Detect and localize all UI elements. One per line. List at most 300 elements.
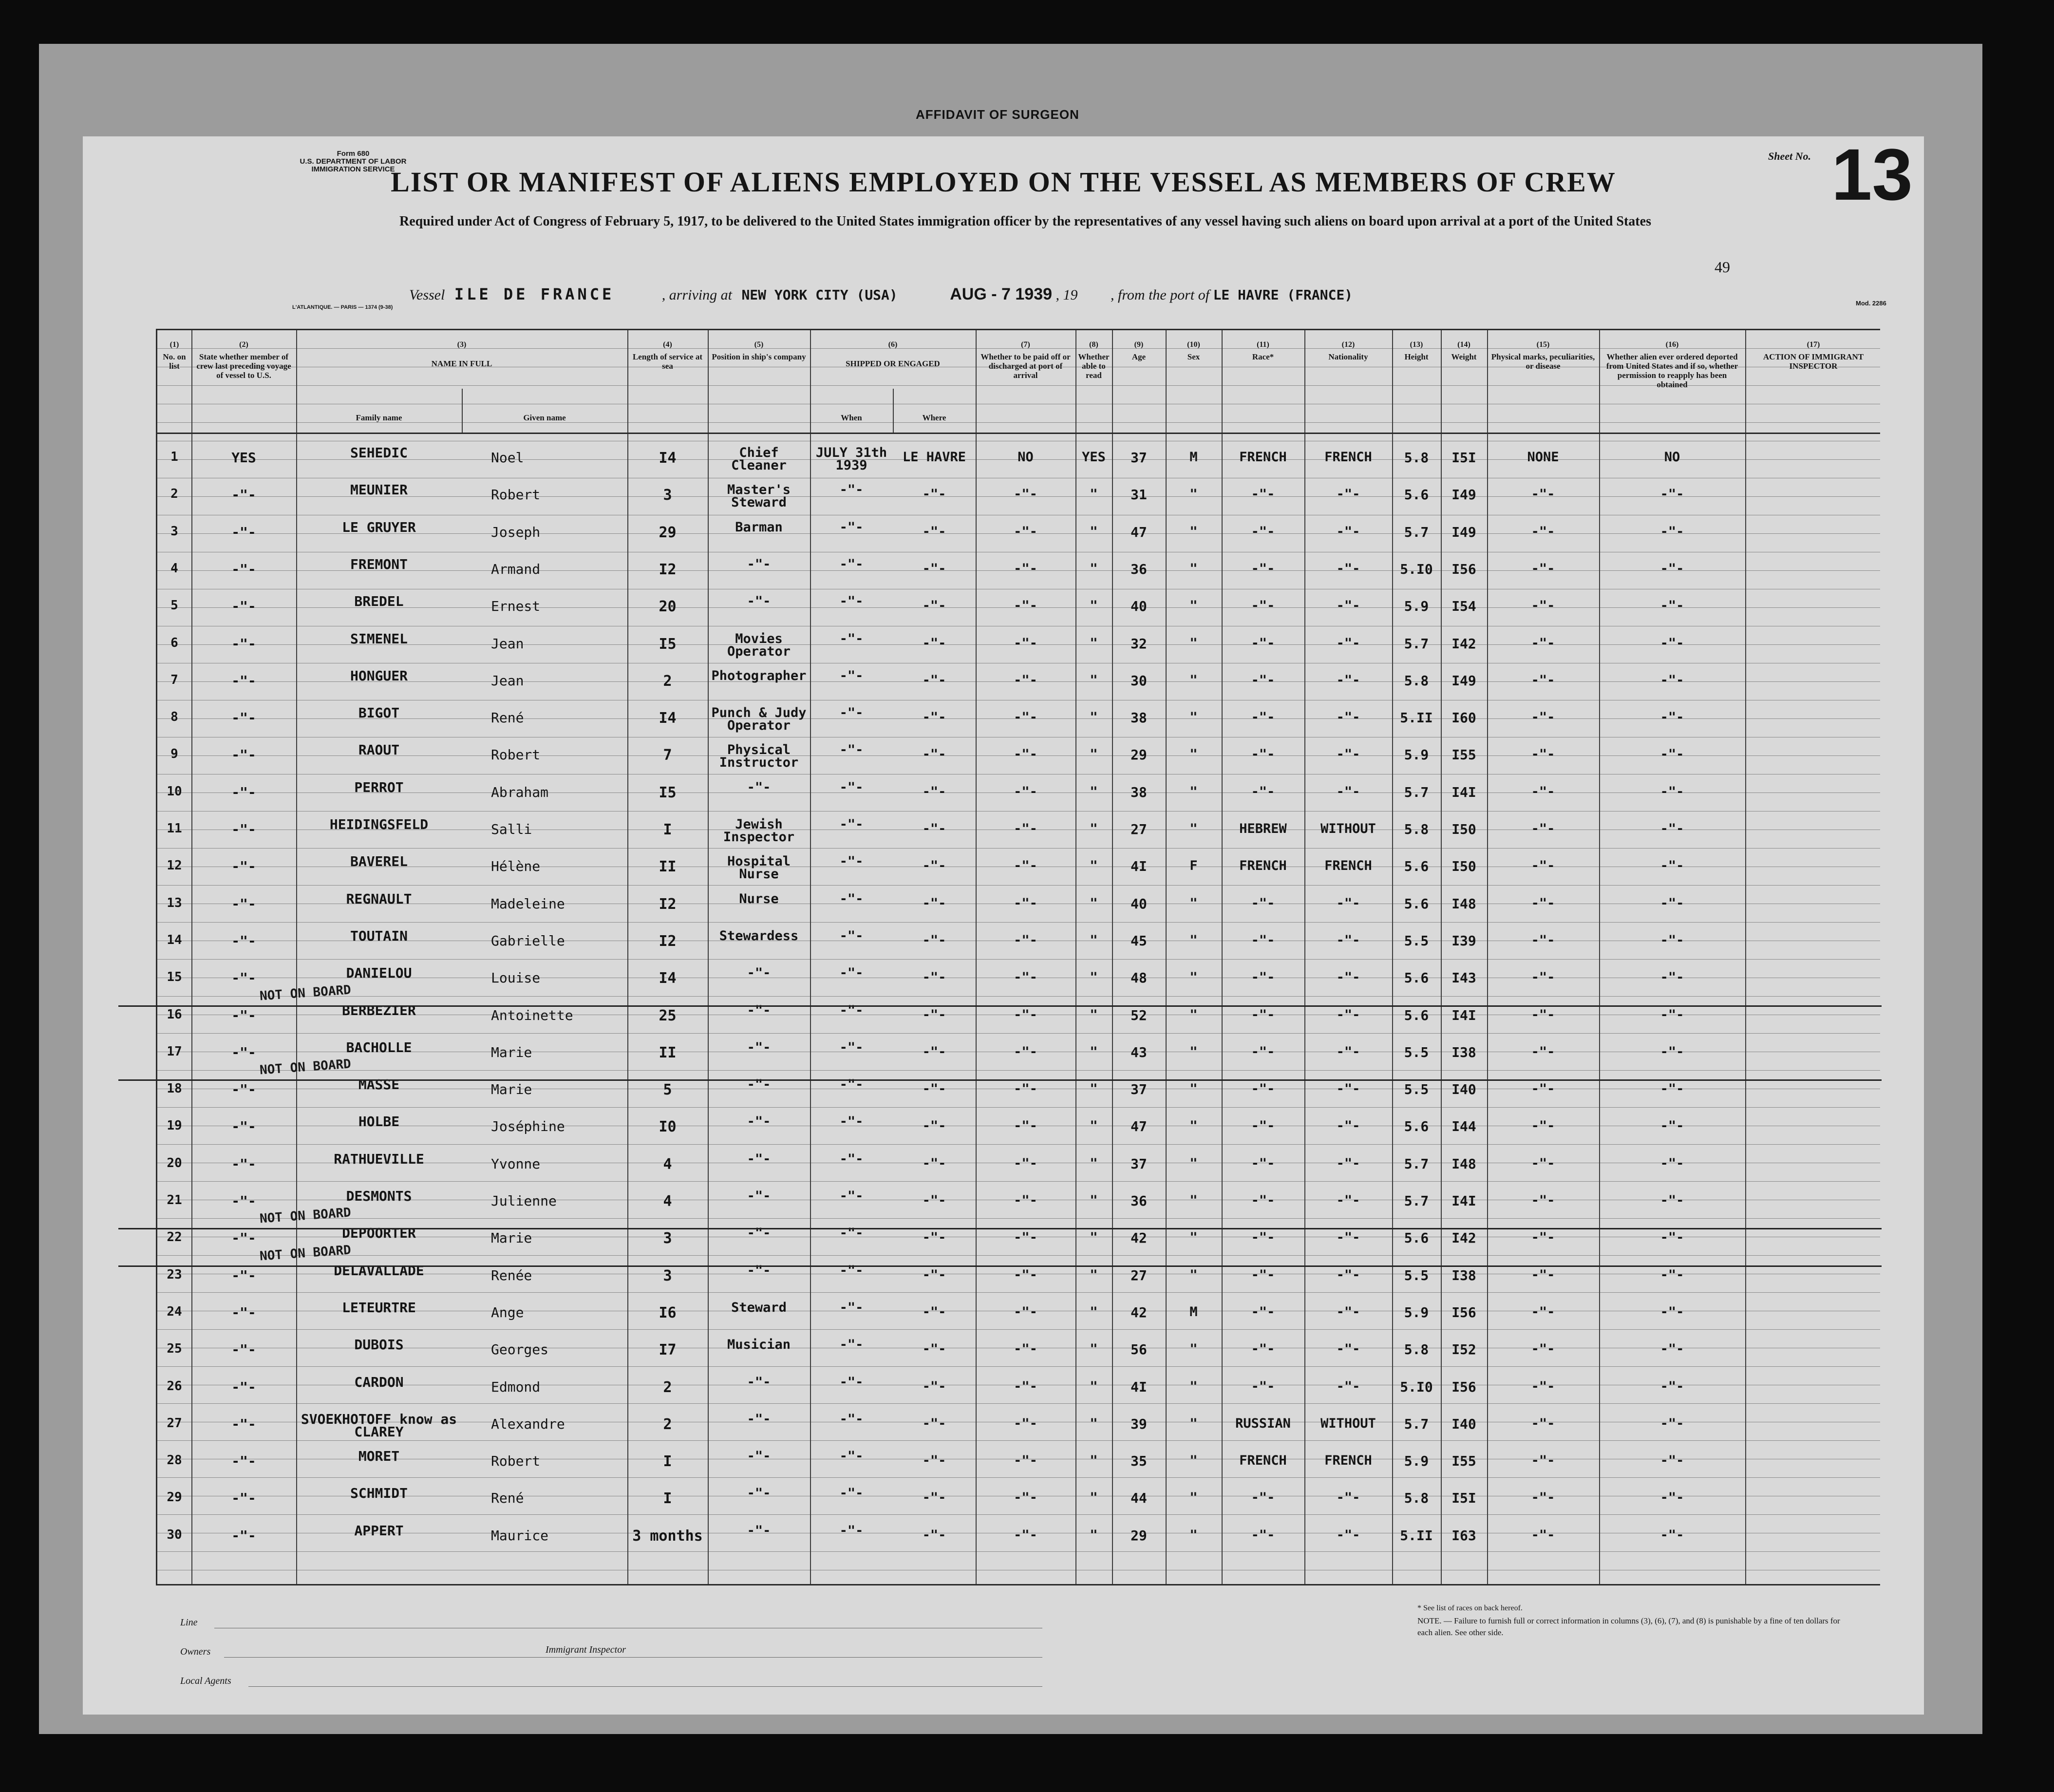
cell-sex: " bbox=[1189, 970, 1198, 985]
footer bbox=[156, 1598, 1880, 1695]
cell-no: 13 bbox=[167, 895, 182, 910]
cell-nat: -"- bbox=[1336, 635, 1360, 651]
cell-age: 37 bbox=[1131, 450, 1147, 466]
cell-age: 42 bbox=[1131, 1304, 1147, 1320]
cell-no: 24 bbox=[167, 1304, 182, 1319]
cell-given: Robert bbox=[491, 487, 541, 503]
cell-age: 40 bbox=[1131, 895, 1147, 912]
cell-where: LE HAVRE bbox=[902, 450, 966, 465]
cell-given: Gabrielle bbox=[491, 932, 565, 949]
cell-marks: -"- bbox=[1531, 1118, 1555, 1134]
cell-no: 2 bbox=[170, 487, 178, 502]
cell-family: DUBOIS bbox=[354, 1337, 404, 1353]
cell-service: I4 bbox=[659, 710, 677, 727]
cell-position: -"- bbox=[747, 1039, 771, 1055]
cell-weight: I56 bbox=[1451, 1304, 1476, 1320]
cell-when: -"- bbox=[839, 1449, 864, 1464]
table-row bbox=[157, 1002, 1882, 1044]
cell-deported: -"- bbox=[1660, 1490, 1684, 1506]
cell-position: -"- bbox=[747, 1263, 771, 1278]
cell-deported: -"- bbox=[1660, 1378, 1684, 1394]
cell-read: " bbox=[1090, 1007, 1098, 1022]
cell-deported: -"- bbox=[1660, 784, 1684, 799]
cell-prev: -"- bbox=[231, 747, 256, 763]
cell-deported: NO bbox=[1664, 450, 1680, 465]
cell-position: -"- bbox=[747, 594, 771, 609]
cell-when: -"- bbox=[839, 482, 864, 498]
cell-position: Steward bbox=[731, 1300, 787, 1315]
cell-position: -"- bbox=[747, 1226, 771, 1241]
cell-height: 5.9 bbox=[1404, 747, 1429, 763]
table-row bbox=[157, 965, 1882, 1007]
cell-given: Georges bbox=[491, 1341, 549, 1358]
cell-paid: -"- bbox=[1014, 1193, 1037, 1208]
cell-prev: -"- bbox=[231, 487, 256, 503]
cell-age: 38 bbox=[1131, 710, 1147, 726]
cell-weight: I49 bbox=[1451, 524, 1476, 540]
table-row bbox=[157, 1299, 1882, 1341]
cell-race: HEBREW bbox=[1239, 821, 1287, 836]
cell-position: Movies Operator bbox=[727, 631, 791, 659]
table-row bbox=[157, 667, 1882, 710]
cell-prev: -"- bbox=[231, 1267, 256, 1283]
cell-family: HEIDINGSFELD bbox=[329, 816, 429, 832]
cell-marks: -"- bbox=[1531, 1378, 1555, 1394]
cell-deported: -"- bbox=[1660, 970, 1684, 985]
cell-position: -"- bbox=[747, 1411, 771, 1427]
cell-family: DESMONTS bbox=[346, 1188, 412, 1204]
cell-sex: " bbox=[1189, 561, 1198, 576]
cell-family: BACHOLLE bbox=[346, 1039, 412, 1056]
from-port: LE HAVRE (FRANCE) bbox=[1213, 287, 1353, 303]
cell-where: -"- bbox=[922, 747, 946, 762]
cell-service: I bbox=[663, 821, 672, 838]
cell-given: Yvonne bbox=[491, 1155, 541, 1172]
cell-read: " bbox=[1090, 1378, 1098, 1394]
cell-height: 5.5 bbox=[1404, 1267, 1429, 1283]
cell-read: " bbox=[1090, 710, 1098, 725]
cell-age: 42 bbox=[1131, 1230, 1147, 1246]
cell-age: 45 bbox=[1131, 932, 1147, 949]
cell-nat: -"- bbox=[1336, 561, 1360, 576]
cell-paid: -"- bbox=[1014, 1304, 1037, 1320]
cell-position: -"- bbox=[747, 1077, 771, 1093]
cell-prev: -"- bbox=[231, 932, 256, 949]
requirement-text: Required under Act of Congress of February 5, 1917, to be delivered to the United States immigration officer by the representatives of any vessel having such aliens on board upon arrival at a port of the United States bbox=[399, 214, 1651, 229]
table-row bbox=[157, 1411, 1882, 1453]
cell-deported: -"- bbox=[1660, 598, 1684, 614]
cell-nat: -"- bbox=[1336, 524, 1360, 539]
cell-read: " bbox=[1090, 487, 1098, 502]
cell-nat: FRENCH bbox=[1324, 450, 1372, 465]
vessel-name: ILE DE FRANCE bbox=[454, 285, 615, 303]
header-label: ACTION OF IMMIGRANT INSPECTOR bbox=[1763, 352, 1864, 371]
cell-nat: -"- bbox=[1336, 598, 1360, 614]
cell-given: Edmond bbox=[491, 1378, 541, 1395]
cell-age: 38 bbox=[1131, 784, 1147, 800]
header-num: (10) bbox=[1187, 340, 1200, 349]
table-row bbox=[157, 705, 1882, 747]
cell-sex: " bbox=[1189, 635, 1198, 651]
cell-position: -"- bbox=[747, 965, 771, 981]
cell-race: -"- bbox=[1251, 710, 1275, 725]
not-on-board-stamp: NOT ON BOARD bbox=[259, 982, 352, 1004]
cell-given: Louise bbox=[491, 970, 541, 986]
header-c11 bbox=[1224, 340, 1302, 361]
cell-service: I0 bbox=[659, 1118, 677, 1136]
cell-given: René bbox=[491, 1490, 524, 1507]
header-c9 bbox=[1114, 340, 1164, 361]
cell-service: 2 bbox=[663, 1415, 672, 1433]
table-row bbox=[157, 1039, 1882, 1081]
cell-nat: -"- bbox=[1336, 1081, 1360, 1097]
cell-marks: -"- bbox=[1531, 821, 1555, 836]
cell-service: I2 bbox=[659, 895, 677, 913]
cell-age: 27 bbox=[1131, 821, 1147, 837]
subheader: Given name bbox=[523, 413, 566, 422]
cell-when: -"- bbox=[839, 779, 864, 795]
vessel-label: Vessel bbox=[409, 287, 445, 303]
cell-where: -"- bbox=[922, 1081, 946, 1097]
cell-read: " bbox=[1090, 1081, 1098, 1097]
cell-sex: " bbox=[1189, 1453, 1198, 1469]
cell-family: BREDEL bbox=[354, 593, 404, 610]
cell-where: -"- bbox=[922, 1304, 946, 1320]
cell-marks: -"- bbox=[1531, 598, 1555, 614]
cell-paid: -"- bbox=[1014, 635, 1037, 651]
cell-no: 5 bbox=[170, 598, 178, 613]
cell-sex: " bbox=[1189, 1378, 1198, 1394]
cell-read: " bbox=[1090, 895, 1098, 911]
not-on-board-stamp: NOT ON BOARD bbox=[259, 1205, 352, 1226]
cell-weight: I4I bbox=[1451, 1193, 1476, 1209]
cell-height: 5.5 bbox=[1404, 1081, 1429, 1098]
cell-age: 39 bbox=[1131, 1415, 1147, 1432]
cell-family: HOLBE bbox=[358, 1113, 400, 1130]
cell-race: -"- bbox=[1251, 895, 1275, 911]
cell-paid: -"- bbox=[1014, 747, 1037, 762]
cell-marks: NONE bbox=[1527, 450, 1559, 465]
cell-age: 40 bbox=[1131, 598, 1147, 615]
cell-age: 47 bbox=[1131, 1118, 1147, 1135]
table-row bbox=[157, 1151, 1882, 1193]
cell-deported: -"- bbox=[1660, 895, 1684, 911]
cell-prev: -"- bbox=[231, 710, 256, 726]
cell-where: -"- bbox=[922, 1044, 946, 1059]
cell-age: 37 bbox=[1131, 1155, 1147, 1172]
cell-when: -"- bbox=[839, 668, 864, 683]
cell-service: II bbox=[659, 858, 677, 876]
cell-when: -"- bbox=[839, 556, 864, 572]
header-label: Sex bbox=[1187, 352, 1200, 361]
cell-height: 5.II bbox=[1400, 710, 1433, 726]
header-num: (9) bbox=[1134, 340, 1144, 349]
cell-prev: -"- bbox=[231, 821, 256, 837]
cell-marks: -"- bbox=[1531, 1044, 1555, 1059]
cell-given: Joséphine bbox=[491, 1118, 565, 1135]
cell-race: -"- bbox=[1251, 1007, 1275, 1022]
cell-family: HONGUER bbox=[350, 667, 408, 684]
strike-line bbox=[118, 1005, 1882, 1007]
cell-height: 5.6 bbox=[1404, 1230, 1429, 1246]
cell-when: -"- bbox=[839, 519, 864, 535]
subheader: When bbox=[841, 413, 862, 422]
cell-weight: I49 bbox=[1451, 672, 1476, 689]
cell-where: -"- bbox=[922, 710, 946, 725]
cell-marks: -"- bbox=[1531, 1155, 1555, 1171]
cell-prev: -"- bbox=[231, 1230, 256, 1246]
cell-when: -"- bbox=[839, 1226, 864, 1241]
cell-given: Marie bbox=[491, 1230, 532, 1246]
cell-no: 7 bbox=[170, 672, 178, 687]
cell-given: Jean bbox=[491, 635, 524, 652]
cell-given: Marie bbox=[491, 1044, 532, 1060]
cell-family: BAVEREL bbox=[350, 853, 408, 870]
table-row bbox=[157, 1522, 1882, 1565]
cell-race: -"- bbox=[1251, 672, 1275, 688]
cell-deported: -"- bbox=[1660, 635, 1684, 651]
cell-age: 44 bbox=[1131, 1490, 1147, 1507]
cell-position: Barman bbox=[735, 519, 783, 535]
cell-no: 15 bbox=[167, 970, 182, 985]
cell-position: Master's Steward bbox=[727, 482, 791, 510]
department: U.S. DEPARTMENT OF LABOR bbox=[300, 157, 407, 166]
cell-nat: -"- bbox=[1336, 1267, 1360, 1283]
subheader: Family name bbox=[356, 413, 402, 422]
cell-no: 14 bbox=[167, 932, 182, 947]
cell-position: -"- bbox=[747, 1151, 771, 1167]
cell-prev: -"- bbox=[231, 784, 256, 800]
header-num: (14) bbox=[1457, 340, 1470, 349]
cell-read: " bbox=[1090, 1527, 1098, 1543]
cell-weight: I40 bbox=[1451, 1415, 1476, 1432]
cell-paid: -"- bbox=[1014, 561, 1037, 576]
table-row bbox=[157, 927, 1882, 970]
cell-when: -"- bbox=[839, 631, 864, 646]
cell-age: 29 bbox=[1131, 1527, 1147, 1544]
cell-weight: I48 bbox=[1451, 895, 1476, 912]
header-c2 bbox=[193, 340, 294, 380]
cell-when: -"- bbox=[839, 1077, 864, 1093]
cell-race: -"- bbox=[1251, 598, 1275, 614]
cell-marks: -"- bbox=[1531, 895, 1555, 911]
cell-position: Chief Cleaner bbox=[731, 445, 787, 473]
cell-nat: -"- bbox=[1336, 784, 1360, 799]
cell-position: Jewish Inspector bbox=[723, 817, 795, 845]
cell-read: " bbox=[1090, 784, 1098, 799]
cell-family: LETEURTRE bbox=[342, 1299, 416, 1316]
cell-sex: " bbox=[1189, 784, 1198, 799]
cell-weight: I60 bbox=[1451, 710, 1476, 726]
cell-read: " bbox=[1090, 858, 1098, 874]
cell-sex: " bbox=[1189, 1155, 1198, 1171]
cell-family: SEHEDIC bbox=[350, 445, 408, 461]
header-c5 bbox=[710, 340, 808, 361]
cell-sex: " bbox=[1189, 598, 1198, 614]
cell-when: -"- bbox=[839, 1263, 864, 1278]
header-num: (17) bbox=[1807, 340, 1820, 349]
cell-paid: -"- bbox=[1014, 1155, 1037, 1171]
cell-when: -"- bbox=[839, 1486, 864, 1501]
cell-service: 29 bbox=[659, 524, 677, 541]
cell-given: René bbox=[491, 710, 524, 726]
strike-line bbox=[118, 1079, 1882, 1081]
cell-weight: I50 bbox=[1451, 858, 1476, 875]
cell-service: 3 bbox=[663, 1230, 672, 1247]
cell-age: 36 bbox=[1131, 1193, 1147, 1209]
cell-family: BIGOT bbox=[358, 705, 400, 721]
cell-race: -"- bbox=[1251, 1118, 1275, 1134]
cell-deported: -"- bbox=[1660, 1081, 1684, 1097]
cell-deported: -"- bbox=[1660, 1193, 1684, 1208]
cell-race: -"- bbox=[1251, 1230, 1275, 1245]
cell-no: 16 bbox=[167, 1007, 182, 1022]
mod-number: Mod. 2286 bbox=[1856, 300, 1886, 307]
header-label: Weight bbox=[1451, 352, 1477, 361]
cell-deported: -"- bbox=[1660, 1341, 1684, 1357]
cell-race: -"- bbox=[1251, 1193, 1275, 1208]
cell-no: 28 bbox=[167, 1453, 182, 1468]
cell-prev: -"- bbox=[231, 1007, 256, 1023]
cell-service: I2 bbox=[659, 561, 677, 578]
cell-position: -"- bbox=[747, 1374, 771, 1390]
cell-read: " bbox=[1090, 1155, 1098, 1171]
cell-nat: -"- bbox=[1336, 1341, 1360, 1357]
table-row bbox=[157, 445, 1882, 487]
cell-race: FRENCH bbox=[1239, 1453, 1287, 1469]
cell-paid: -"- bbox=[1014, 1081, 1037, 1097]
cell-where: -"- bbox=[922, 784, 946, 799]
cell-prev: -"- bbox=[231, 1415, 256, 1432]
cell-nat: WITHOUT bbox=[1320, 1415, 1376, 1431]
cell-height: 5.6 bbox=[1404, 487, 1429, 503]
cell-position: Physical Instructor bbox=[719, 742, 799, 771]
cell-deported: -"- bbox=[1660, 1230, 1684, 1245]
header-num: (1) bbox=[170, 340, 179, 349]
cell-nat: -"- bbox=[1336, 895, 1360, 911]
table-row bbox=[157, 890, 1882, 933]
cell-age: 31 bbox=[1131, 487, 1147, 503]
cell-race: -"- bbox=[1251, 1378, 1275, 1394]
cell-family: MASSE bbox=[358, 1076, 400, 1093]
cell-sex: " bbox=[1189, 1230, 1198, 1245]
cell-height: 5.I0 bbox=[1400, 1378, 1433, 1395]
cell-given: Abraham bbox=[491, 784, 549, 800]
cell-prev: YES bbox=[231, 450, 256, 466]
cell-marks: -"- bbox=[1531, 970, 1555, 985]
cell-deported: -"- bbox=[1660, 1007, 1684, 1022]
cell-given: Antoinette bbox=[491, 1007, 573, 1023]
cell-height: 5.8 bbox=[1404, 1341, 1429, 1358]
cell-prev: -"- bbox=[231, 1378, 256, 1395]
cell-when: -"- bbox=[839, 1114, 864, 1130]
cell-nat: -"- bbox=[1336, 747, 1360, 762]
cell-marks: -"- bbox=[1531, 1453, 1555, 1469]
cell-weight: I52 bbox=[1451, 1341, 1476, 1358]
cell-prev: -"- bbox=[231, 1341, 256, 1358]
cell-where: -"- bbox=[922, 1118, 946, 1134]
cell-nat: -"- bbox=[1336, 932, 1360, 948]
from-label: , from the port of bbox=[1111, 287, 1210, 303]
cell-when: -"- bbox=[839, 742, 864, 758]
cell-age: 30 bbox=[1131, 672, 1147, 689]
cell-when: -"- bbox=[839, 705, 864, 721]
cell-service: I2 bbox=[659, 932, 677, 950]
table-row bbox=[157, 742, 1882, 784]
cell-where: -"- bbox=[922, 821, 946, 836]
cell-where: -"- bbox=[922, 895, 946, 911]
cell-sex: " bbox=[1189, 932, 1198, 948]
cell-weight: I39 bbox=[1451, 932, 1476, 949]
header-c17 bbox=[1747, 340, 1880, 371]
header-label: Nationality bbox=[1328, 352, 1368, 361]
cell-service: 5 bbox=[663, 1081, 672, 1099]
cell-height: 5.6 bbox=[1404, 858, 1429, 875]
cell-weight: I54 bbox=[1451, 598, 1476, 615]
strike-line bbox=[118, 1265, 1882, 1267]
cell-marks: -"- bbox=[1531, 747, 1555, 762]
cell-family: SIMENEL bbox=[350, 630, 408, 647]
cell-height: 5.5 bbox=[1404, 932, 1429, 949]
cell-weight: I44 bbox=[1451, 1118, 1476, 1135]
cell-family: LE GRUYER bbox=[342, 519, 416, 535]
cell-service: II bbox=[659, 1044, 677, 1061]
cell-family: FREMONT bbox=[350, 556, 408, 572]
table-row bbox=[157, 1448, 1882, 1490]
cell-marks: -"- bbox=[1531, 672, 1555, 688]
table-row bbox=[157, 593, 1882, 635]
header-num: (12) bbox=[1341, 340, 1355, 349]
cell-prev: -"- bbox=[231, 524, 256, 540]
cell-read: " bbox=[1090, 1230, 1098, 1245]
cell-prev: -"- bbox=[231, 1490, 256, 1507]
header-num: (3) bbox=[457, 340, 467, 349]
header-c12 bbox=[1306, 340, 1390, 361]
cell-no: 12 bbox=[167, 858, 182, 873]
header-c13 bbox=[1394, 340, 1439, 361]
cell-weight: I40 bbox=[1451, 1081, 1476, 1098]
cell-weight: I4I bbox=[1451, 784, 1476, 800]
table-row bbox=[157, 1076, 1882, 1118]
cell-family: APPERT bbox=[354, 1522, 404, 1539]
cell-age: 4I bbox=[1131, 1378, 1147, 1395]
cell-position: -"- bbox=[747, 1449, 771, 1464]
cell-sex: " bbox=[1189, 1007, 1198, 1022]
header-c4 bbox=[629, 340, 706, 371]
cell-race: -"- bbox=[1251, 784, 1275, 799]
cell-marks: -"- bbox=[1531, 1007, 1555, 1022]
cell-sex: " bbox=[1189, 1341, 1198, 1357]
header-num: (5) bbox=[754, 340, 764, 349]
cell-read: " bbox=[1090, 524, 1098, 539]
header-label: Whether to be paid off or discharged at port of arrival bbox=[980, 352, 1071, 380]
cell-service: I7 bbox=[659, 1341, 677, 1359]
cell-height: 5.8 bbox=[1404, 1490, 1429, 1507]
cell-position: Photographer bbox=[711, 668, 807, 683]
header-num: (4) bbox=[663, 340, 672, 349]
cell-family: SCHMIDT bbox=[350, 1485, 408, 1502]
cell-deported: -"- bbox=[1660, 710, 1684, 725]
cell-prev: -"- bbox=[231, 1527, 256, 1544]
cell-height: 5.9 bbox=[1404, 598, 1429, 615]
shipped-split bbox=[893, 389, 894, 433]
header-c6 bbox=[812, 340, 974, 368]
cell-marks: -"- bbox=[1531, 932, 1555, 948]
cell-service: 20 bbox=[659, 598, 677, 616]
cell-given: Armand bbox=[491, 561, 541, 577]
cell-height: 5.7 bbox=[1404, 1415, 1429, 1432]
cell-marks: -"- bbox=[1531, 561, 1555, 576]
